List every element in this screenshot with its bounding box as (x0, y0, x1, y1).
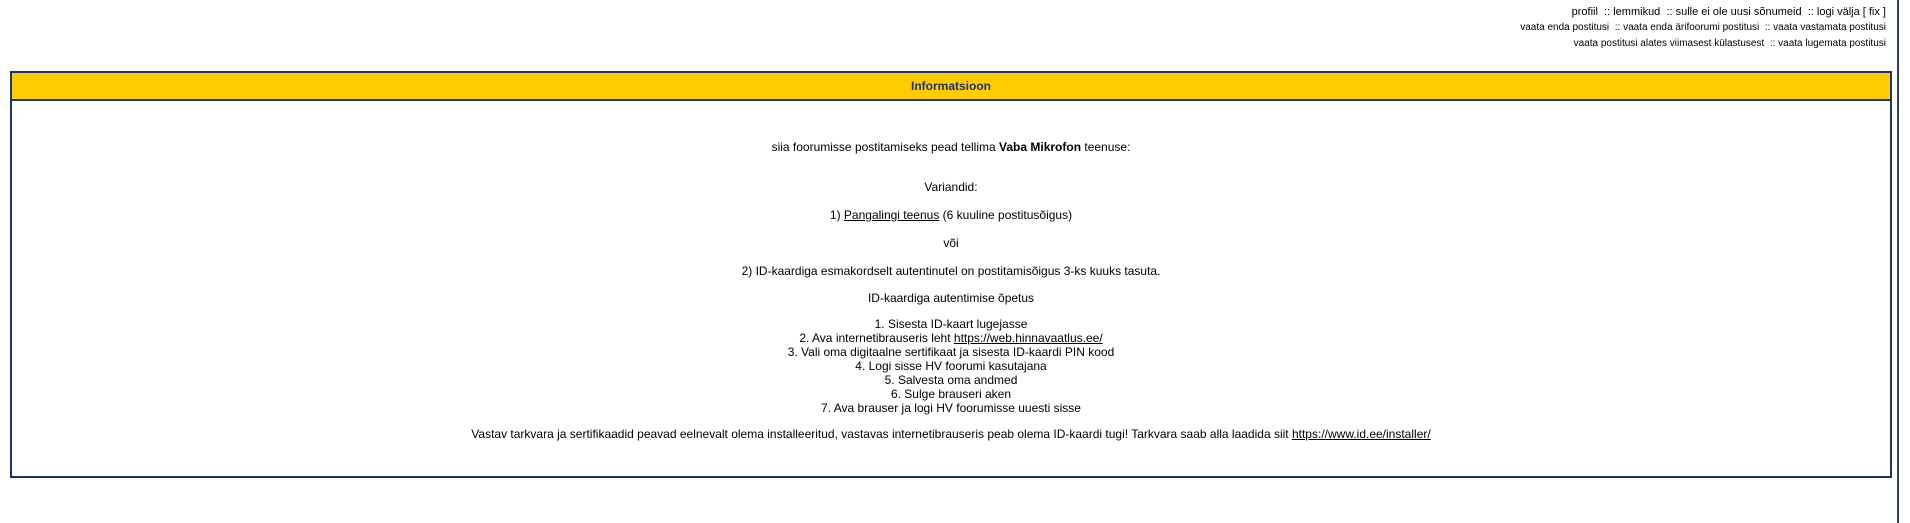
information-body (12, 140, 1890, 441)
id-installer-link[interactable]: https://www.id.ee/installer/ (1291, 427, 1431, 441)
id-card-guide-title: ID-kaardiga autentimise õpetus (867, 291, 1035, 305)
software-note-text: Vastav tarkvara ja sertifikaadid peavad eelnevalt olema installeeritud, vastavas internetibrauseris peab olema ID-kaardi tugi! Tarkvara saab alla laadida siit (471, 427, 1292, 441)
unanswered-posts-link[interactable]: vaata vastamata postitusi (1773, 22, 1886, 33)
own-business-posts-link[interactable]: vaata enda ärifoorumi postitusi (1623, 22, 1760, 33)
nav-row-account (1520, 4, 1886, 20)
nav-separator: :: (1666, 6, 1673, 18)
nav-separator: :: (1604, 6, 1611, 18)
messages-link[interactable]: sulle ei ole uusi sõnumeid (1675, 6, 1802, 18)
favorites-link[interactable]: lemmikud (1613, 6, 1661, 18)
information-box (10, 71, 1892, 478)
guide-step-4: 4. Logi sisse HV foorumi kasutajana (855, 359, 1047, 373)
option-1-prefix: 1) (829, 208, 844, 222)
nav-row-posts (1520, 20, 1886, 36)
intro-text (12, 140, 1890, 154)
variants-label: Variandid: (924, 180, 978, 194)
guide-step-3: 3. Vali oma digitaalne sertifikaat ja sisesta ID-kaardi PIN kood (787, 345, 1115, 359)
hinnavaatlus-link[interactable]: https://web.hinnavaatlus.ee/ (953, 331, 1103, 345)
service-name: Vaba Mikrofon (999, 140, 1082, 154)
guide-step-2 (12, 331, 1890, 345)
guide-step-1: 1. Sisesta ID-kaart lugejasse (874, 317, 1028, 331)
guide-steps (12, 317, 1890, 415)
nav-separator: :: (1769, 38, 1776, 49)
guide-step-7: 7. Ava brauser ja logi HV foorumisse uuesti sisse (821, 401, 1081, 415)
nav-separator: :: (1614, 22, 1621, 33)
top-navigation (1520, 4, 1886, 52)
software-note (12, 427, 1890, 441)
nav-separator: :: (1807, 6, 1814, 18)
option-2: 2) ID-kaardiga esmakordselt autentinutel on postitamisõigus 3-ks kuuks tasuta. (741, 264, 1161, 278)
nav-separator: :: (1764, 22, 1771, 33)
guide-step-6: 6. Sulge brauseri aken (890, 387, 1012, 401)
option-1 (12, 208, 1890, 222)
nav-row-recent (1520, 36, 1886, 52)
profile-link[interactable]: profiil (1571, 6, 1598, 18)
or-label: või (943, 236, 959, 250)
guide-step-2-text: 2. Ava internetibrauseris leht (799, 331, 954, 345)
guide-step-5: 5. Salvesta oma andmed (884, 373, 1018, 387)
own-posts-link[interactable]: vaata enda postitusi (1520, 22, 1610, 33)
intro-suffix: teenuse: (1081, 140, 1131, 154)
intro-prefix: siia foorumisse postitamiseks pead tellima (771, 140, 1000, 154)
posts-since-last-visit-link[interactable]: vaata postitusi alates viimasest külastusest (1573, 38, 1765, 49)
bank-link-service-link[interactable]: Pangalingi teenus (843, 208, 940, 222)
unread-posts-link[interactable]: vaata lugemata postitusi (1778, 38, 1886, 49)
logout-link[interactable]: logi välja [ fix ] (1816, 6, 1886, 18)
option-1-suffix: (6 kuuline postitusõigus) (939, 208, 1073, 222)
page-scrollbar[interactable] (1897, 0, 1910, 523)
information-title: Informatsioon (12, 73, 1890, 101)
